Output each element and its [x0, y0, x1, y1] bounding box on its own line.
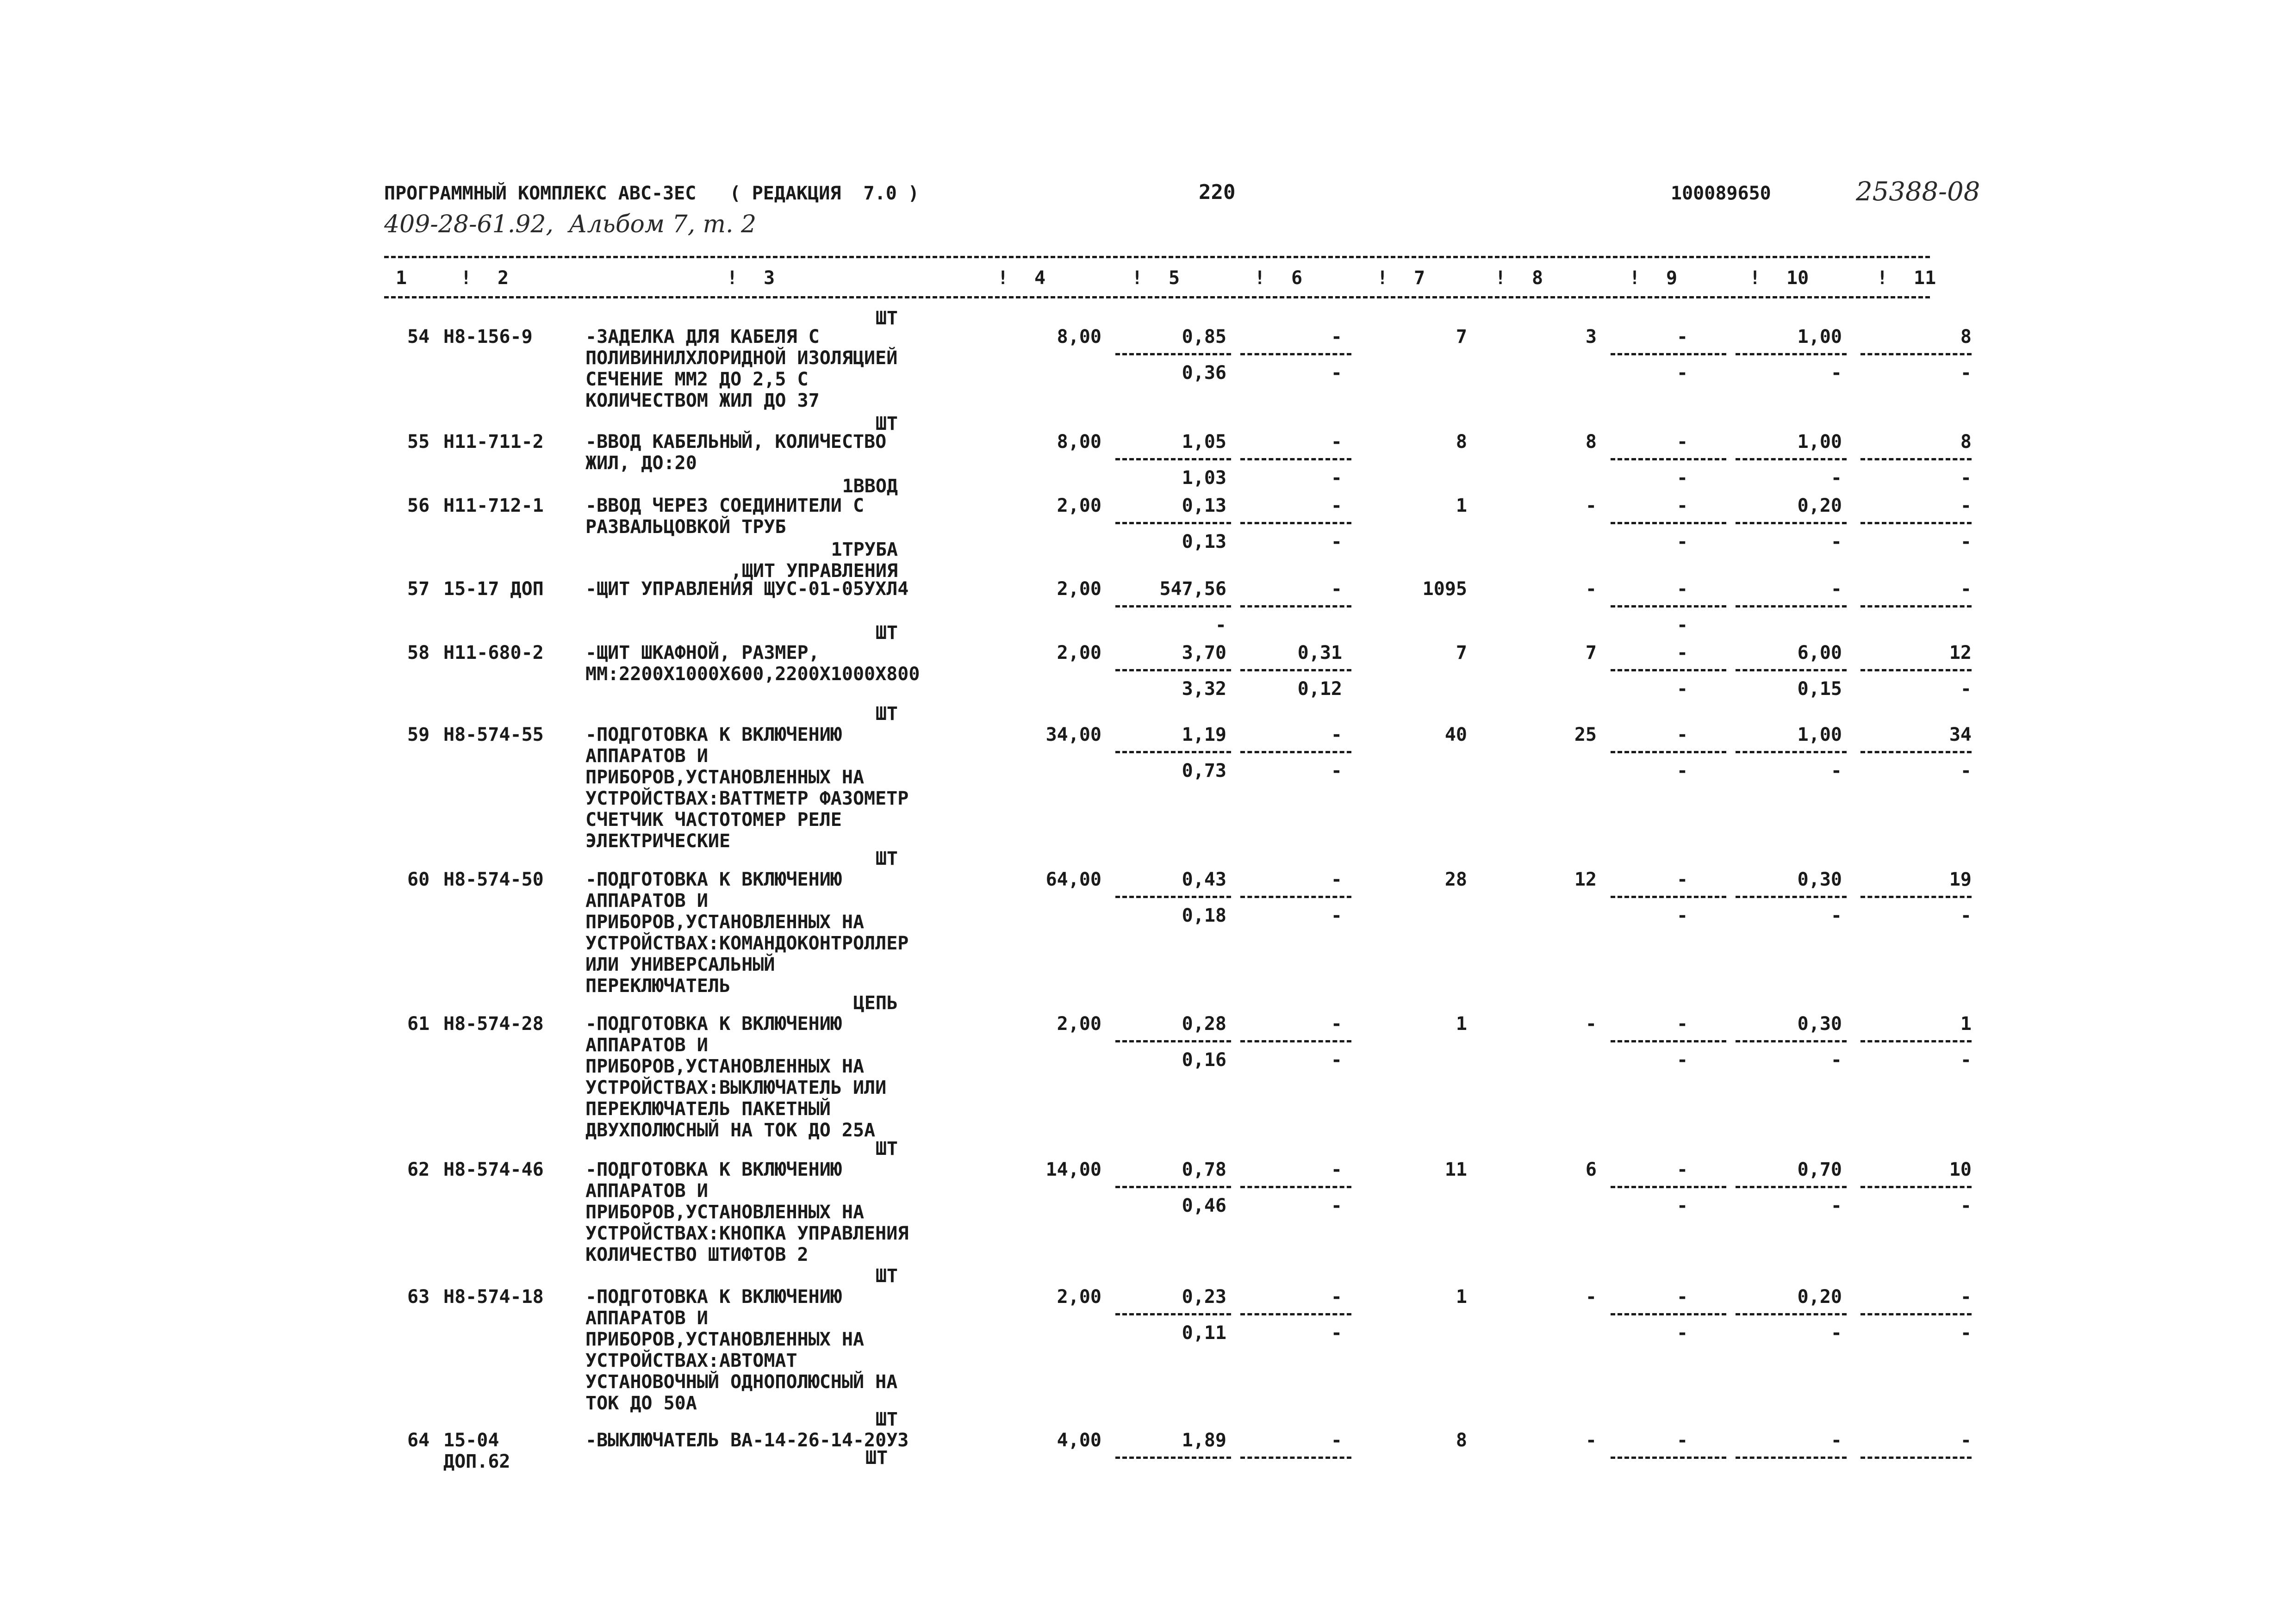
col11-value: 8	[1960, 431, 1972, 453]
col6-secondary: -	[1331, 905, 1342, 926]
col9-secondary: -	[1676, 531, 1688, 552]
col5-value: 0,43	[1182, 869, 1226, 890]
cell-divider	[1240, 751, 1351, 753]
col6-value: -	[1331, 1013, 1342, 1035]
cell-divider	[1240, 1313, 1351, 1315]
col8-value: 7	[1585, 642, 1597, 663]
col9-value: -	[1676, 1013, 1688, 1035]
col10-secondary: -	[1830, 531, 1842, 552]
description-line: ПЕРЕКЛЮЧАТЕЛЬ ПАКЕТНЫЙ	[585, 1098, 831, 1120]
col7-value: 1	[1456, 1286, 1467, 1308]
unit-label: ШТ	[875, 1409, 898, 1430]
col10-value: 0,70	[1797, 1159, 1842, 1180]
col10-value: 0,20	[1797, 1286, 1842, 1308]
col5-value: 547,56	[1159, 578, 1226, 600]
cell-divider	[1736, 669, 1847, 671]
column-header-7: 7	[1414, 267, 1425, 289]
col7-value: 40	[1444, 724, 1467, 745]
program-title: ПРОГРАММНЫЙ КОМПЛЕКС АВС-ЗЕС ( РЕДАКЦИЯ 7.0 )	[384, 183, 919, 204]
cell-divider	[1115, 605, 1231, 608]
col8-value: -	[1585, 1286, 1597, 1308]
col9-value: -	[1676, 326, 1688, 347]
description-line: ТОК ДО 50А	[585, 1393, 697, 1414]
col6-value: -	[1331, 724, 1342, 745]
col9-secondary: -	[1676, 1049, 1688, 1071]
quantity-cell: 8,00	[1057, 326, 1101, 347]
col8-value: 6	[1585, 1159, 1597, 1180]
cell-divider	[1611, 1186, 1726, 1188]
cell-divider	[1860, 353, 1972, 355]
description-line: РАЗВАЛЬЦОВКОЙ ТРУБ	[585, 516, 786, 538]
cell-divider	[1860, 1040, 1972, 1042]
col5-secondary: -	[1215, 614, 1226, 636]
column-header-6: 6	[1291, 267, 1303, 289]
col8-value: 3	[1585, 326, 1597, 347]
col6-value: -	[1331, 495, 1342, 516]
col11-value: -	[1960, 578, 1972, 600]
cell-divider	[1736, 1313, 1847, 1315]
unit-label: 1ВВОД	[842, 476, 898, 497]
cell-divider	[1611, 1313, 1726, 1315]
document-code: 100089650	[1671, 183, 1771, 204]
description-line: ПРИБОРОВ,УСТАНОВЛЕННЫХ НА	[585, 1202, 865, 1223]
description-line: -ПОДГОТОВКА К ВКЛЮЧЕНИЮ	[585, 1159, 842, 1180]
description-line: УСТРОЙСТВАХ:ВЫКЛЮЧАТЕЛЬ ИЛИ	[585, 1077, 887, 1098]
header-rule-bottom	[384, 296, 1930, 298]
row-number: 63	[407, 1286, 430, 1308]
cell-divider	[1860, 669, 1972, 671]
description-line: АППАРАТОВ И	[585, 1035, 708, 1056]
col6-value: -	[1331, 326, 1342, 347]
cell-divider	[1860, 605, 1972, 608]
cell-divider	[1736, 1186, 1847, 1188]
cell-divider	[1240, 1457, 1351, 1459]
cell-divider	[1115, 669, 1231, 671]
col9-value: -	[1676, 1430, 1688, 1451]
col11-value: 8	[1960, 326, 1972, 347]
header-rule-top	[384, 256, 1930, 258]
description-line: -ЗАДЕЛКА ДЛЯ КАБЕЛЯ С	[585, 326, 820, 347]
description-line: -ВЫКЛЮЧАТЕЛЬ ВА-14-26-14-20У3	[585, 1430, 909, 1451]
row-number: 55	[407, 431, 430, 453]
col9-value: -	[1676, 578, 1688, 600]
quantity-cell: 2,00	[1057, 1013, 1101, 1035]
col9-secondary: -	[1676, 467, 1688, 489]
description-line: ЖИЛ, ДО:20	[585, 453, 697, 474]
unit-label: ЦЕПЬ	[853, 992, 898, 1014]
col9-secondary: -	[1676, 614, 1688, 636]
col10-value: 0,30	[1797, 1013, 1842, 1035]
col5-secondary: 0,13	[1182, 531, 1226, 552]
col9-secondary: -	[1676, 905, 1688, 926]
col10-value: 0,30	[1797, 869, 1842, 890]
description-line: ПРИБОРОВ,УСТАНОВЛЕННЫХ НА	[585, 1329, 865, 1350]
col11-value: -	[1960, 1430, 1972, 1451]
cell-divider	[1860, 1313, 1972, 1315]
col5-secondary: 3,32	[1182, 678, 1226, 700]
item-code: Н11-712-1	[443, 495, 544, 516]
col9-value: -	[1676, 431, 1688, 453]
column-header-9: 9	[1666, 267, 1678, 289]
cell-divider	[1115, 1313, 1231, 1315]
col6-secondary: -	[1331, 467, 1342, 489]
col9-value: -	[1676, 642, 1688, 663]
description-line: СЧЕТЧИК ЧАСТОТОМЕР РЕЛЕ	[585, 809, 842, 831]
description-line: ПЕРЕКЛЮЧАТЕЛЬ	[585, 975, 731, 997]
col11-secondary: -	[1960, 760, 1972, 781]
quantity-cell: 34,00	[1045, 724, 1101, 745]
quantity-cell: 8,00	[1057, 431, 1101, 453]
column-header-5: 5	[1169, 267, 1180, 289]
description-line: ПРИБОРОВ,УСТАНОВЛЕННЫХ НА	[585, 911, 865, 933]
col7-value: 8	[1456, 431, 1467, 453]
item-code: Н8-156-9	[443, 326, 533, 347]
cell-divider	[1860, 458, 1972, 460]
col10-value: -	[1830, 1430, 1842, 1451]
col6-value: -	[1331, 1286, 1342, 1308]
col11-value: 34	[1949, 724, 1972, 745]
col5-value: 0,23	[1182, 1286, 1226, 1308]
col7-value: 1	[1456, 1013, 1467, 1035]
description-line: СЕЧЕНИЕ ММ2 ДО 2,5 С	[585, 369, 809, 390]
quantity-cell: 2,00	[1057, 642, 1101, 663]
description-line: УСТРОЙСТВАХ:КНОПКА УПРАВЛЕНИЯ	[585, 1223, 909, 1244]
row-number: 54	[407, 326, 430, 347]
cell-divider	[1611, 522, 1726, 524]
item-code: Н8-574-50	[443, 869, 544, 890]
col11-value: 10	[1949, 1159, 1972, 1180]
description-line: УСТРОЙСТВАХ:ВАТТМЕТР ФАЗОМЕТР	[585, 788, 909, 809]
unit-label: ШТ	[875, 1265, 898, 1287]
col6-secondary: 0,12	[1297, 678, 1342, 700]
col10-value: 1,00	[1797, 326, 1842, 347]
description-line: КОЛИЧЕСТВО ШТИФТОВ 2	[585, 1244, 809, 1265]
cell-divider	[1240, 458, 1351, 460]
page-number: 220	[1199, 180, 1236, 204]
item-code: Н8-574-55	[443, 724, 544, 745]
handwritten-reference: 409-28-61.92, Альбом 7, т. 2	[384, 211, 757, 238]
handwritten-stamp: 25388-08	[1856, 177, 1980, 207]
description-line: ИЛИ УНИВЕРСАЛЬНЫЙ	[585, 954, 775, 975]
description-line: ДВУХПОЛЮСНЫЙ НА ТОК ДО 25А	[585, 1120, 876, 1141]
cell-divider	[1115, 1040, 1231, 1042]
col9-secondary: -	[1676, 1195, 1688, 1216]
col5-secondary: 0,16	[1182, 1049, 1226, 1071]
column-separator: !	[1495, 267, 1506, 289]
col11-value: 1	[1960, 1013, 1972, 1035]
col9-value: -	[1676, 495, 1688, 516]
description-line: -ВВОД КАБЕЛЬНЫЙ, КОЛИЧЕСТВО	[585, 431, 887, 453]
unit-label: ШТ	[875, 308, 898, 329]
cell-divider	[1240, 1186, 1351, 1188]
column-header-11: 11	[1914, 267, 1936, 289]
col7-value: 7	[1456, 326, 1467, 347]
col11-secondary: -	[1960, 678, 1972, 700]
row-number: 58	[407, 642, 430, 663]
col6-value: -	[1331, 1159, 1342, 1180]
col10-value: -	[1830, 578, 1842, 600]
col5-secondary: 1,03	[1182, 467, 1226, 489]
col11-secondary: -	[1960, 1049, 1972, 1071]
description-line: АППАРАТОВ И	[585, 745, 708, 767]
col6-secondary: -	[1331, 1049, 1342, 1071]
cell-divider	[1860, 522, 1972, 524]
col6-value: -	[1331, 1430, 1342, 1451]
col10-secondary: -	[1830, 362, 1842, 384]
unit-label: ШТ	[875, 703, 898, 725]
unit-label: ШТ	[875, 413, 898, 434]
col10-secondary: -	[1830, 760, 1842, 781]
item-code: Н11-711-2	[443, 431, 544, 453]
col5-value: 0,85	[1182, 326, 1226, 347]
cell-divider	[1240, 605, 1351, 608]
cell-divider	[1611, 458, 1726, 460]
cell-divider	[1736, 522, 1847, 524]
cell-divider	[1115, 896, 1231, 898]
col5-secondary: 0,11	[1182, 1322, 1226, 1344]
col5-secondary: 0,36	[1182, 362, 1226, 384]
col9-secondary: -	[1676, 678, 1688, 700]
col10-secondary: 0,15	[1797, 678, 1842, 700]
cell-divider	[1240, 1040, 1351, 1042]
description-line: -ПОДГОТОВКА К ВКЛЮЧЕНИЮ	[585, 724, 842, 745]
col11-value: 12	[1949, 642, 1972, 663]
col8-value: -	[1585, 1430, 1597, 1451]
cell-divider	[1115, 1457, 1231, 1459]
cell-divider	[1115, 353, 1231, 355]
trailing-unit: ШТ	[865, 1447, 888, 1469]
col5-secondary: 0,46	[1182, 1195, 1226, 1216]
col10-secondary: -	[1830, 467, 1842, 489]
col5-value: 1,19	[1182, 724, 1226, 745]
quantity-cell: 2,00	[1057, 1286, 1101, 1308]
unit-label: ШТ	[875, 622, 898, 644]
column-header-10: 10	[1786, 267, 1809, 289]
description-line: ПОЛИВИНИЛХЛОРИДНОЙ ИЗОЛЯЦИЕЙ	[585, 347, 898, 369]
col5-value: 1,89	[1182, 1430, 1226, 1451]
description-line: УСТАНОВОЧНЫЙ ОДНОПОЛЮСНЫЙ НА	[585, 1371, 898, 1393]
quantity-cell: 64,00	[1045, 869, 1101, 890]
description-line: -ЩИТ УПРАВЛЕНИЯ ЩУС-01-05УХЛ4	[585, 578, 909, 600]
row-number: 62	[407, 1159, 430, 1180]
col8-value: 25	[1574, 724, 1597, 745]
cell-divider	[1611, 1040, 1726, 1042]
col6-value: -	[1331, 431, 1342, 453]
col6-value: -	[1331, 869, 1342, 890]
col10-secondary: -	[1830, 1049, 1842, 1071]
col5-secondary: 0,18	[1182, 905, 1226, 926]
col7-value: 11	[1444, 1159, 1467, 1180]
quantity-cell: 2,00	[1057, 578, 1101, 600]
description-line: КОЛИЧЕСТВОМ ЖИЛ ДО 37	[585, 390, 820, 411]
row-number: 64	[407, 1430, 430, 1451]
cell-divider	[1240, 522, 1351, 524]
quantity-cell: 2,00	[1057, 495, 1101, 516]
col5-value: 1,05	[1182, 431, 1226, 453]
col11-value: -	[1960, 1286, 1972, 1308]
cell-divider	[1115, 522, 1231, 524]
col11-secondary: -	[1960, 467, 1972, 489]
col9-secondary: -	[1676, 1322, 1688, 1344]
column-header-3: 3	[764, 267, 775, 289]
col8-value: -	[1585, 495, 1597, 516]
column-separator: !	[1377, 267, 1388, 289]
item-code: 15-04 ДОП.62	[443, 1430, 510, 1472]
column-separator: !	[460, 267, 472, 289]
unit-label: 1ТРУБА ,ЩИТ УПРАВЛЕНИЯ	[730, 539, 898, 582]
col11-value: 19	[1949, 869, 1972, 890]
cell-divider	[1611, 1457, 1726, 1459]
row-number: 61	[407, 1013, 430, 1035]
column-separator: !	[1749, 267, 1761, 289]
description-line: -ЩИТ ШКАФНОЙ, РАЗМЕР,	[585, 642, 820, 663]
cell-divider	[1611, 353, 1726, 355]
col10-value: 1,00	[1797, 724, 1842, 745]
quantity-cell: 4,00	[1057, 1430, 1101, 1451]
cell-divider	[1860, 1457, 1972, 1459]
col7-value: 28	[1444, 869, 1467, 890]
column-separator: !	[1132, 267, 1143, 289]
cell-divider	[1115, 458, 1231, 460]
col10-value: 6,00	[1797, 642, 1842, 663]
cell-divider	[1736, 605, 1847, 608]
col6-value: 0,31	[1297, 642, 1342, 663]
cell-divider	[1115, 1186, 1231, 1188]
col9-value: -	[1676, 1159, 1688, 1180]
cell-divider	[1736, 1457, 1847, 1459]
col11-secondary: -	[1960, 531, 1972, 552]
col11-value: -	[1960, 495, 1972, 516]
col9-value: -	[1676, 869, 1688, 890]
row-number: 57	[407, 578, 430, 600]
col10-secondary: -	[1830, 1195, 1842, 1216]
description-line: -ВВОД ЧЕРЕЗ СОЕДИНИТЕЛИ С	[585, 495, 865, 516]
col7-value: 8	[1456, 1430, 1467, 1451]
col8-value: -	[1585, 1013, 1597, 1035]
cell-divider	[1611, 669, 1726, 671]
col11-secondary: -	[1960, 362, 1972, 384]
item-code: 15-17 ДОП	[443, 578, 544, 600]
description-line: -ПОДГОТОВКА К ВКЛЮЧЕНИЮ	[585, 869, 842, 890]
column-header-8: 8	[1532, 267, 1543, 289]
row-number: 60	[407, 869, 430, 890]
unit-label: ШТ	[875, 1138, 898, 1159]
description-line: -ПОДГОТОВКА К ВКЛЮЧЕНИЮ	[585, 1286, 842, 1308]
quantity-cell: 14,00	[1045, 1159, 1101, 1180]
row-number: 59	[407, 724, 430, 745]
description-line: УСТРОЙСТВАХ:АВТОМАТ	[585, 1350, 797, 1371]
col6-secondary: -	[1331, 362, 1342, 384]
item-code: Н8-574-28	[443, 1013, 544, 1035]
cell-divider	[1860, 1186, 1972, 1188]
cell-divider	[1736, 353, 1847, 355]
cell-divider	[1240, 353, 1351, 355]
column-separator: !	[1629, 267, 1641, 289]
col9-value: -	[1676, 1286, 1688, 1308]
cell-divider	[1736, 896, 1847, 898]
col6-secondary: -	[1331, 760, 1342, 781]
col10-value: 1,00	[1797, 431, 1842, 453]
description-line: ЭЛЕКТРИЧЕСКИЕ	[585, 831, 731, 852]
column-separator: !	[997, 267, 1009, 289]
cell-divider	[1240, 896, 1351, 898]
description-line: АППАРАТОВ И	[585, 1308, 708, 1329]
cell-divider	[1240, 669, 1351, 671]
description-line: АППАРАТОВ И	[585, 890, 708, 911]
col11-secondary: -	[1960, 1195, 1972, 1216]
col5-value: 3,70	[1182, 642, 1226, 663]
col7-value: 1095	[1422, 578, 1467, 600]
col9-secondary: -	[1676, 760, 1688, 781]
col7-value: 1	[1456, 495, 1467, 516]
col5-value: 0,13	[1182, 495, 1226, 516]
description-line: ПРИБОРОВ,УСТАНОВЛЕННЫХ НА	[585, 767, 865, 788]
description-line: УСТРОЙСТВАХ:КОМАНДОКОНТРОЛЛЕР	[585, 933, 909, 954]
description-line: -ПОДГОТОВКА К ВКЛЮЧЕНИЮ	[585, 1013, 842, 1035]
item-code: Н11-680-2	[443, 642, 544, 663]
col6-value: -	[1331, 578, 1342, 600]
col8-value: 8	[1585, 431, 1597, 453]
cell-divider	[1736, 751, 1847, 753]
item-code: Н8-574-46	[443, 1159, 544, 1180]
col10-secondary: -	[1830, 905, 1842, 926]
row-number: 56	[407, 495, 430, 516]
column-header-1: 1	[396, 267, 407, 289]
cell-divider	[1736, 458, 1847, 460]
unit-label: ШТ	[875, 848, 898, 869]
col9-value: -	[1676, 724, 1688, 745]
col5-secondary: 0,73	[1182, 760, 1226, 781]
description-line: ПРИБОРОВ,УСТАНОВЛЕННЫХ НА	[585, 1056, 865, 1077]
cell-divider	[1611, 896, 1726, 898]
cell-divider	[1115, 751, 1231, 753]
col10-value: 0,20	[1797, 495, 1842, 516]
item-code: Н8-574-18	[443, 1286, 544, 1308]
column-separator: !	[727, 267, 738, 289]
col11-secondary: -	[1960, 905, 1972, 926]
col6-secondary: -	[1331, 1195, 1342, 1216]
col5-value: 0,28	[1182, 1013, 1226, 1035]
cell-divider	[1736, 1040, 1847, 1042]
col8-value: 12	[1574, 869, 1597, 890]
col9-secondary: -	[1676, 362, 1688, 384]
column-separator: !	[1254, 267, 1266, 289]
cell-divider	[1611, 751, 1726, 753]
col11-secondary: -	[1960, 1322, 1972, 1344]
description-line: ММ:2200Х1000Х600,2200Х1000Х800	[585, 663, 920, 685]
column-separator: !	[1877, 267, 1888, 289]
description-line: АППАРАТОВ И	[585, 1180, 708, 1202]
col10-secondary: -	[1830, 1322, 1842, 1344]
cell-divider	[1860, 751, 1972, 753]
col8-value: -	[1585, 578, 1597, 600]
col6-secondary: -	[1331, 531, 1342, 552]
cell-divider	[1611, 605, 1726, 608]
col7-value: 7	[1456, 642, 1467, 663]
col5-value: 0,78	[1182, 1159, 1226, 1180]
col6-secondary: -	[1331, 1322, 1342, 1344]
cell-divider	[1860, 896, 1972, 898]
column-header-2: 2	[498, 267, 509, 289]
column-header-4: 4	[1034, 267, 1046, 289]
